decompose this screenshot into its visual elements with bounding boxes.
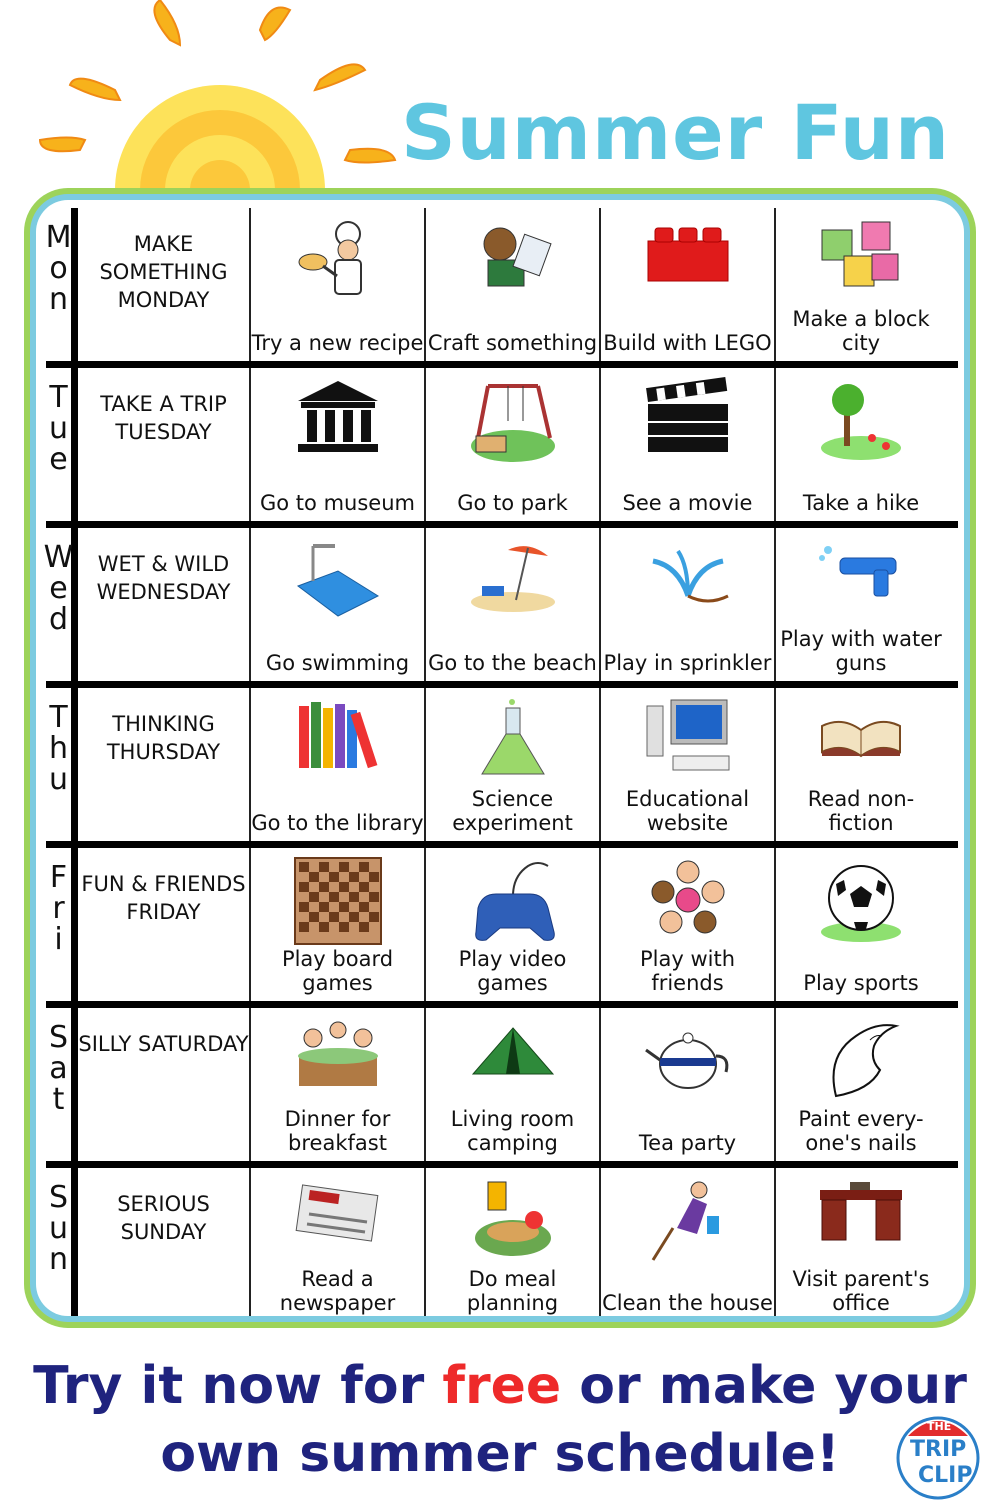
- activity-label: Play sports: [803, 971, 919, 995]
- logo-clip: CLIP: [918, 1463, 973, 1488]
- activity-card[interactable]: [776, 688, 946, 841]
- activity-label: Play video games: [458, 947, 567, 995]
- page-title: Summer Fun: [400, 88, 950, 177]
- activity-card[interactable]: [601, 1008, 776, 1161]
- day-letter: W: [43, 540, 74, 575]
- day-abbreviation: [46, 848, 78, 1001]
- day-row: [46, 1168, 958, 1316]
- day-theme: SERIOUS SUNDAY: [78, 1168, 251, 1316]
- day-row: [43, 528, 958, 688]
- activity-label: Play in sprinkler: [603, 651, 772, 675]
- activity-card[interactable]: [601, 528, 776, 681]
- activity-label: Paint every-one's nails: [798, 1107, 924, 1155]
- activity-label: Go to the beach: [428, 651, 597, 675]
- activity-card[interactable]: [251, 528, 426, 681]
- activity-label: See a movie: [622, 491, 753, 515]
- footer-call-to-action: [0, 1352, 1000, 1488]
- activity-card[interactable]: [251, 1168, 426, 1316]
- day-letter: T: [49, 700, 68, 735]
- day-row: [46, 208, 958, 368]
- activity-label: Read non-fiction: [807, 787, 915, 835]
- logo-trip: TRIP: [910, 1437, 967, 1462]
- day-abbreviation: [46, 368, 78, 521]
- day-abbreviation: [46, 1168, 78, 1316]
- activity-label: Clean the house: [602, 1291, 773, 1315]
- day-letter: n: [48, 1242, 68, 1277]
- day-letter: u: [48, 762, 68, 797]
- activity-card[interactable]: [426, 368, 601, 521]
- day-letter: S: [48, 1020, 69, 1055]
- activity-label: Educational website: [625, 787, 750, 835]
- activity-card[interactable]: [776, 208, 946, 361]
- activity-card[interactable]: [426, 688, 601, 841]
- footer-line-1: [0, 1352, 1000, 1420]
- schedule-grid: [43, 208, 958, 1316]
- day-letter: e: [49, 442, 68, 477]
- day-letter: i: [54, 922, 63, 957]
- day-letter: u: [48, 411, 68, 446]
- activity-card[interactable]: [426, 1008, 601, 1161]
- free-highlight: free: [442, 1356, 562, 1416]
- activity-label: Go to park: [457, 491, 568, 515]
- day-row: [46, 848, 958, 1008]
- day-letter: d: [48, 602, 69, 637]
- footer-text: Try it now for: [33, 1356, 443, 1416]
- activity-label: Take a hike: [802, 491, 920, 515]
- activity-label: Craft something: [427, 331, 598, 355]
- activity-card[interactable]: [601, 688, 776, 841]
- activity-label: Play with friends: [639, 947, 736, 995]
- activity-label: Go swimming: [265, 651, 410, 675]
- activity-card[interactable]: [601, 368, 776, 521]
- activity-card[interactable]: [426, 848, 601, 1001]
- day-theme: TAKE A TRIP TUESDAY: [78, 368, 251, 521]
- activity-card[interactable]: [601, 848, 776, 1001]
- day-letter: e: [49, 571, 68, 606]
- activity-label: Go to museum: [260, 491, 415, 515]
- activity-card[interactable]: [251, 368, 426, 521]
- activity-card[interactable]: [776, 848, 946, 1001]
- activity-label: Go to the library: [251, 811, 424, 835]
- day-abbreviation: [46, 688, 78, 841]
- day-letter: M: [45, 220, 72, 255]
- day-row: [46, 368, 958, 528]
- day-theme: THINKING THURSDAY: [78, 688, 251, 841]
- day-row: [46, 688, 958, 848]
- footer-text: or make your: [561, 1356, 967, 1416]
- activity-label: Play board games: [281, 947, 394, 995]
- activity-card[interactable]: [426, 208, 601, 361]
- day-letter: F: [49, 860, 68, 895]
- day-abbreviation: [43, 528, 78, 681]
- day-letter: u: [48, 1211, 68, 1246]
- activity-card[interactable]: [426, 528, 601, 681]
- activity-card[interactable]: [251, 1008, 426, 1161]
- day-theme: FUN & FRIENDS FRIDAY: [78, 848, 251, 1001]
- activity-label: Science experiment: [452, 787, 573, 835]
- day-theme: WET & WILD WEDNESDAY: [78, 528, 251, 681]
- activity-label: Living room camping: [450, 1107, 575, 1155]
- day-theme: SILLY SATURDAY: [78, 1008, 251, 1161]
- activity-label: Dinner for breakfast: [284, 1107, 391, 1155]
- activity-label: Try a new recipe: [251, 331, 424, 355]
- day-letter: t: [52, 1082, 65, 1117]
- activity-card[interactable]: [776, 368, 946, 521]
- activity-card[interactable]: [776, 528, 946, 681]
- day-letter: h: [48, 731, 68, 766]
- day-abbreviation: [46, 208, 78, 361]
- activity-label: Build with LEGO: [603, 331, 772, 355]
- day-abbreviation: [46, 1008, 78, 1161]
- sun-illustration: [20, 0, 440, 200]
- footer-line-2: own summer schedule!: [160, 1424, 840, 1484]
- day-letter: r: [52, 891, 65, 926]
- activity-card[interactable]: [776, 1168, 946, 1316]
- activity-card[interactable]: [601, 208, 776, 361]
- activity-card[interactable]: [601, 1168, 776, 1316]
- schedule-board: [24, 188, 976, 1328]
- activity-label: Read a newspaper: [279, 1267, 396, 1315]
- day-letter: T: [49, 380, 68, 415]
- activity-label: Make a block city: [792, 307, 930, 355]
- day-letter: o: [49, 251, 68, 286]
- activity-card[interactable]: [426, 1168, 601, 1316]
- activity-label: Do meal planning: [466, 1267, 559, 1315]
- activity-card[interactable]: [251, 848, 426, 1001]
- day-letter: S: [48, 1180, 69, 1215]
- day-letter: a: [49, 1051, 68, 1086]
- activity-card[interactable]: [776, 1008, 946, 1161]
- day-row: [46, 1008, 958, 1168]
- trip-clip-logo[interactable]: [880, 1408, 995, 1500]
- logo-the: THE: [927, 1420, 952, 1433]
- activity-card[interactable]: [251, 208, 426, 361]
- day-theme: MAKE SOMETHING MONDAY: [78, 208, 251, 361]
- day-letter: n: [48, 282, 68, 317]
- activity-label: Visit parent's office: [792, 1267, 930, 1315]
- activity-label: Play with water guns: [780, 627, 942, 675]
- activity-label: Tea party: [638, 1131, 737, 1155]
- activity-card[interactable]: [251, 688, 426, 841]
